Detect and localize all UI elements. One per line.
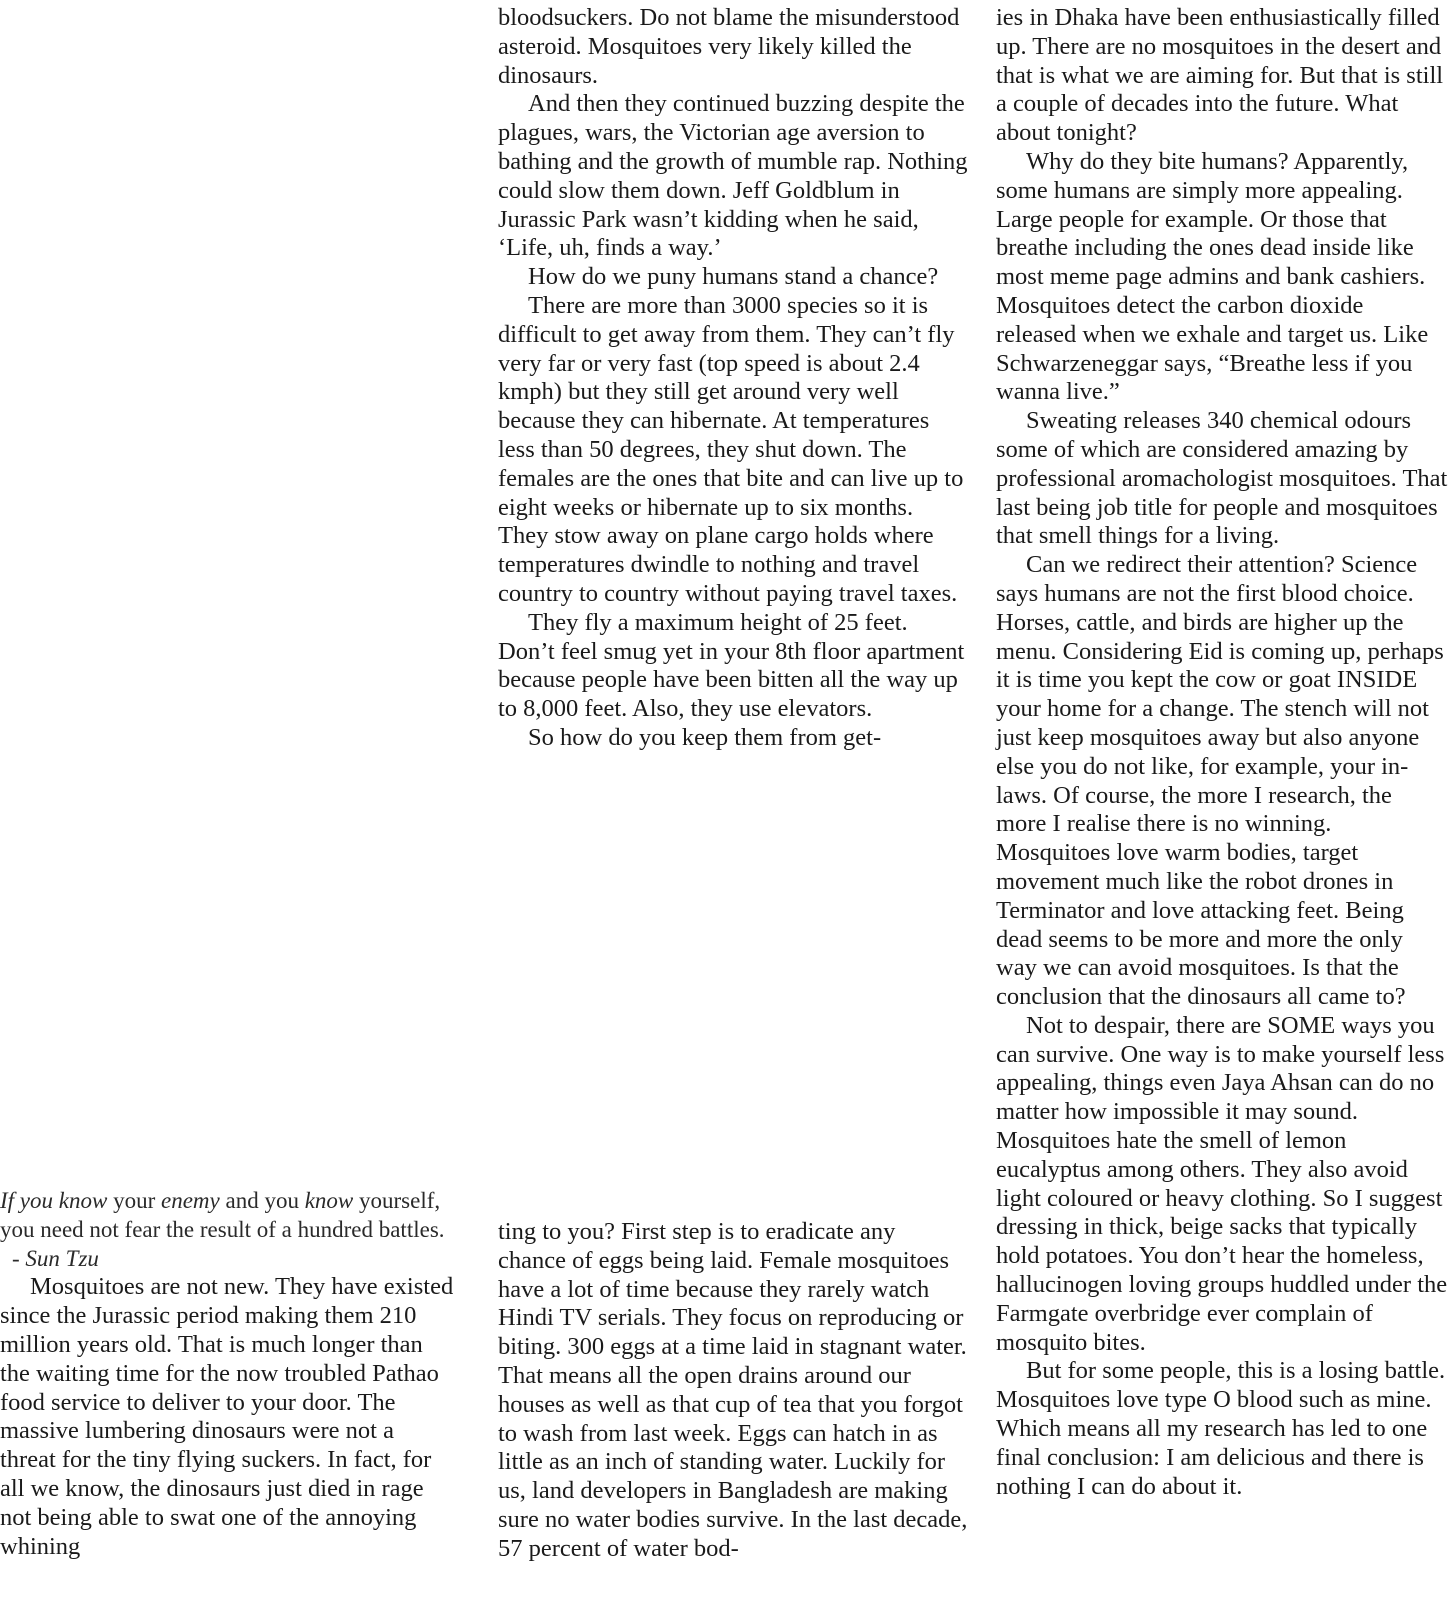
body-paragraph: They fly a maximum height of 25 feet. Don’t feel smug yet in your 8th floor apartment because people have been bitten all the way up to 8,000 feet. Also, they use elevators. [498,608,965,723]
body-paragraph-continued: ies in Dhaka have been enthusiastically filled up. There are no mosquitoes in the desert and that is what we are aiming for. But that is still a couple of decades into the future. What about tonight? [996,4,1444,147]
epigraph-attribution: - Sun Tzu [12,1245,99,1271]
body-paragraph: Can we redirect their attention? Science says humans are not the first blood choice. Horses, cattle, and birds are higher up the menu. Considering Eid is coming up, perhaps it is time you kept the cow or goat INSIDE your home for a change. The stench will not just keep mosquitoes away but also anyone else you do not like, for example, your in-laws. Of course, the more I research, the more I realise there is no winning. Mosquitoes love warm bodies, target movement much like the robot drones in Terminator and love attacking feet. Being dead seems to be more and more the only way we can avoid mosquitoes. Is that the conclusion that the dinosaurs all came to? [996,551,1444,1011]
body-paragraph: And then they continued buzzing despite the plagues, wars, the Victorian age aversion to bathing and the growth of mumble rap. Nothing could slow them down. Jeff Goldblum in Jurassic Park wasn’t kidding when he said, ‘Life, uh, finds a way.’ [498,90,968,262]
article-column-2-top [498,4,968,753]
body-paragraph: How do we puny humans stand a chance? [528,263,939,291]
body-paragraph-continued: ting to you? First step is to eradicate any chance of eggs being laid. Female mosquitoes have a lot of time because they rarely watch Hindi TV serials. They focus on reproducing or biting. 300 eggs at a time laid in stagnant water. That means all the open drains around our houses as well as that cup of tea that you forgot to wash from last week. Eggs can hatch in as little as an inch of standing water. Luckily for us, land developers in Bangladesh are making sure no water bodies survive. In the last decade, 57 percent of water bod- [498,1218,968,1562]
body-paragraph: So how do you keep them from get- [528,723,882,751]
body-paragraph: But for some people, this is a losing battle. Mosquitoes love type O blood such as mine. Which means all my research has led to one final conclusion: I am delicious and there is nothing I can do about it. [996,1357,1446,1500]
quote-emphasis: know [304,1188,354,1213]
body-paragraph: Why do they bite humans? Apparently, some humans are simply more appealing. Large people for example. Or those that breathe including the ones dead inside like most meme page admins and bank cashiers. Mosquitoes detect the carbon dioxide released when we exhale and target us. Like Schwarzeneggar says, “Breathe less if you wanna live.” [996,147,1429,406]
article-column-2-bottom [498,1218,968,1564]
body-paragraph: Not to despair, there are SOME ways you can survive. One way is to make yourself less appealing, things even Jaya Ahsan can do no matter how impossible it may sound. Mosquitoes hate the smell of lemon eucalyptus among others. They also avoid light coloured or heavy clothing. So I suggest dressing in thick, beige sacks that typically hold potatoes. You don’t hear the homeless, hallucinogen loving groups huddled under the Farmgate overbridge ever complain of mosquito bites. [996,1011,1448,1356]
article-column-3 [996,4,1448,1501]
quote-text: your [107,1188,161,1213]
body-paragraph: There are more than 3000 species so it is difficult to get away from them. They can’t fly very far or very fast (top speed is about 2.4 kmph) but they still get around very well because they can hibernate. At temperatures less than 50 degrees, they shut down. The females are the ones that bite and can live up to eight weeks or hibernate up to six months. They stow away on plane cargo holds where temperatures dwindle to nothing and travel country to country without paying travel taxes. [498,291,964,607]
quote-text: and you [219,1188,305,1213]
quote-emphasis: enemy [160,1188,220,1213]
body-paragraph: Mosquitoes are not new. They have existed since the Jurassic period making them 210 million years old. That is much longer than the waiting time for the now troubled Pathao food service to deliver to your door. The massive lumbering dinosaurs were not a threat for the tiny flying suckers. In fact, for all we know, the dinosaurs just died in rage not being able to swat one of the annoying whining [0,1273,454,1560]
body-paragraph: Sweating releases 340 chemical odours some of which are considered amazing by professional aromachologist mosquitoes. That last being job title for people and mosquitoes that smell things for a living. [996,407,1448,550]
quote-text: yourself, you need not fear the result of a hundred battles. [0,1188,445,1242]
article-column-1 [0,1187,455,1561]
body-paragraph-continued: bloodsuckers. Do not blame the misunderstood asteroid. Mosquitoes very likely killed the dinosaurs. [498,4,960,89]
epigraph-quote [0,1187,455,1245]
quote-emphasis: If you know [0,1188,108,1213]
